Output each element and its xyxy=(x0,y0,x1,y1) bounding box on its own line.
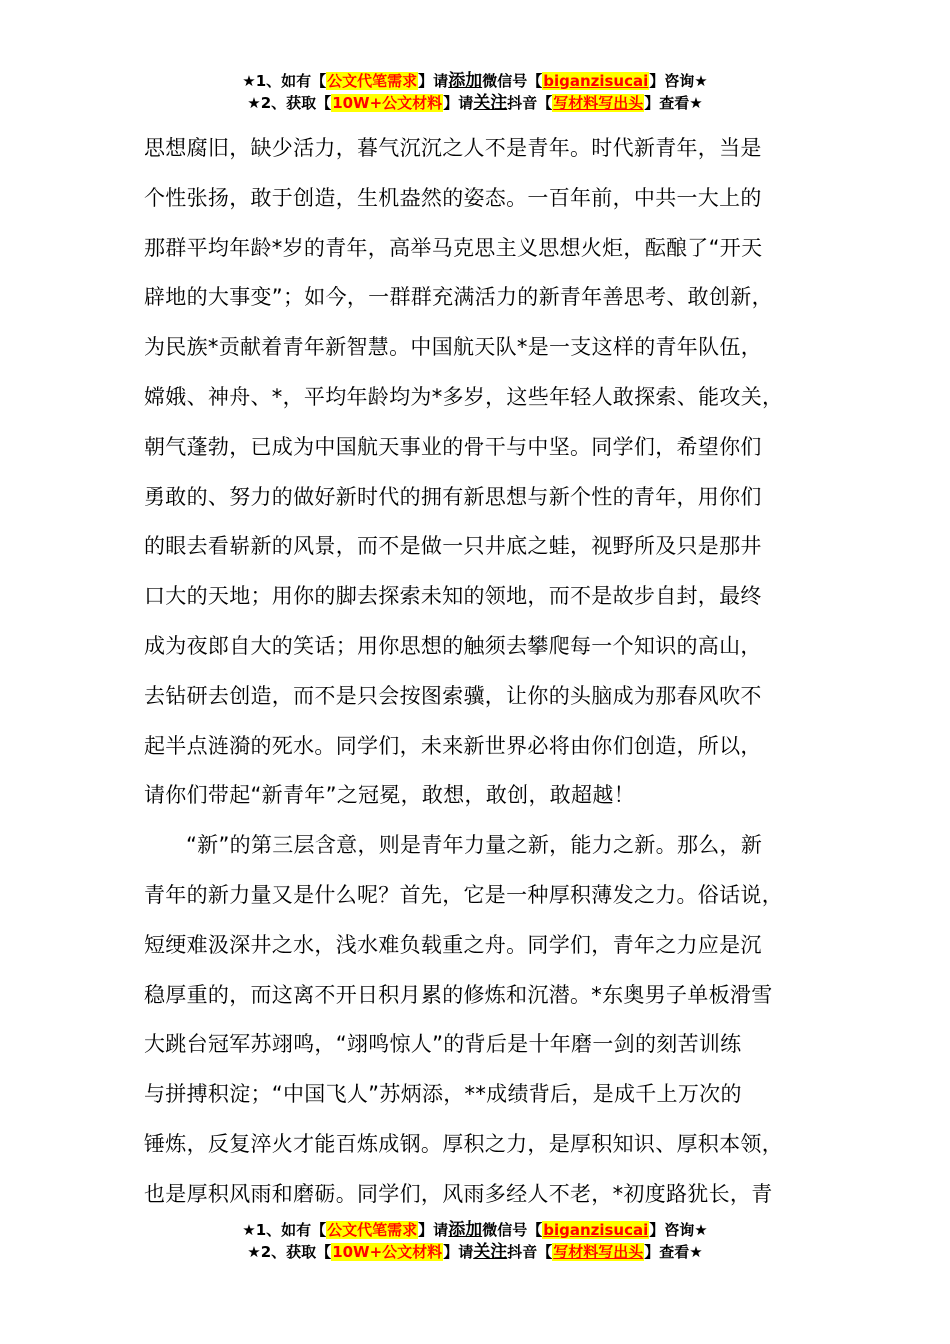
promo-line-2 xyxy=(0,1241,950,1263)
promo-emphasis: 关注 xyxy=(473,93,508,113)
text-line: 口大的天地；用你的脚去探索未知的领地，而不是故步自封，最终 xyxy=(144,584,762,609)
promo-text: 】咨询★ xyxy=(649,1221,708,1239)
promo-line-1 xyxy=(0,1219,950,1241)
paragraph-first-line: “新”的第三层含意，则是青年力量之新，能力之新。那么，新 xyxy=(186,833,763,858)
text-line: 嫦娥、神舟、*，平均年龄均为*多岁，这些年轻人敢探索、能攻关， xyxy=(144,384,784,409)
text-line: 成为夜郎自大的笑话；用你思想的触须去攀爬每一个知识的高山， xyxy=(144,633,762,658)
text-line: 与拼搏积淀；“中国飞人”苏炳添，**成绩背后，是成千上万次的 xyxy=(144,1082,742,1107)
text-line: 个性张扬，敢于创造，生机盎然的姿态。一百年前，中共一大上的 xyxy=(144,185,762,210)
promo-text: 微信号【 xyxy=(482,72,543,90)
promo-highlight: 公文代笔需求 xyxy=(327,1221,418,1239)
promo-text: 】请 xyxy=(443,1243,474,1261)
promo-banner-top xyxy=(0,70,950,114)
promo-text: 】请 xyxy=(418,1221,449,1239)
text-line: 思想腐旧，缺少活力，暮气沉沉之人不是青年。时代新青年，当是 xyxy=(144,136,762,160)
promo-text: 】查看★ xyxy=(644,94,703,112)
promo-text: 抖音【 xyxy=(507,1243,553,1261)
text-line: 稳厚重的，而这离不开日积月累的修炼和沉潜。*东奥男子单板滑雪 xyxy=(144,982,773,1007)
promo-emphasis: 关注 xyxy=(473,1242,508,1262)
text-line: 去钻研去创造，而不是只会按图索骥，让你的头脑成为那春风吹不 xyxy=(144,683,762,708)
text-line: 青年的新力量又是什么呢？首先，它是一种厚积薄发之力。俗话说， xyxy=(144,882,783,907)
document-body xyxy=(144,124,834,1220)
promo-text: 】查看★ xyxy=(644,1243,703,1261)
promo-text: ★1、如有【 xyxy=(242,1221,327,1239)
promo-text: 】请 xyxy=(443,94,474,112)
text-line: 大跳台冠军苏翊鸣，“翊鸣惊人”的背后是十年磨一剑的刻苦训练 xyxy=(144,1032,742,1057)
text-line: 起半点涟漪的死水。同学们，未来新世界必将由你们创造，所以， xyxy=(144,733,762,758)
promo-text: 】咨询★ xyxy=(649,72,708,90)
promo-highlight: 10W+公文材料 xyxy=(332,94,443,112)
wechat-id-link[interactable]: biganzisucai xyxy=(543,72,649,90)
douyin-account-link[interactable]: 写材料写出头 xyxy=(553,1243,644,1261)
promo-text: ★2、获取【 xyxy=(247,94,332,112)
douyin-account-link[interactable]: 写材料写出头 xyxy=(553,94,644,112)
promo-highlight: 10W+公文材料 xyxy=(332,1243,443,1261)
promo-text: ★2、获取【 xyxy=(247,1243,332,1261)
text-line: 的眼去看崭新的风景，而不是做一只井底之蛙，视野所及只是那井 xyxy=(144,534,762,559)
promo-text: 抖音【 xyxy=(507,94,553,112)
promo-text: ★1、如有【 xyxy=(242,72,327,90)
text-line: 短绠难汲深井之水，浅水难负载重之舟。同学们，青年之力应是沉 xyxy=(144,932,762,957)
text-line: 朝气蓬勃，已成为中国航天事业的骨干与中坚。同学们，希望你们 xyxy=(144,434,762,459)
text-line: 那群平均年龄*岁的青年，高举马克思主义思想火炬，酝酿了“开天 xyxy=(144,235,763,260)
promo-emphasis: 添加 xyxy=(448,71,483,91)
promo-highlight: 公文代笔需求 xyxy=(327,72,418,90)
text-line: 勇敢的、努力的做好新时代的拥有新思想与新个性的青年，用你们 xyxy=(144,484,762,509)
text-line: 辟地的大事变”；如今，一群群充满活力的新青年善思考、敢创新， xyxy=(144,285,773,310)
promo-line-2 xyxy=(0,92,950,114)
promo-line-1 xyxy=(0,70,950,92)
text-line: 也是厚积风雨和磨砺。同学们，风雨多经人不老，*初度路犹长，青 xyxy=(144,1181,773,1206)
text-line: 请你们带起“新青年”之冠冕，敢想，敢创，敢超越！ xyxy=(144,783,635,808)
text-line: 锤炼，反复淬火才能百炼成钢。厚积之力，是厚积知识、厚积本领， xyxy=(144,1131,783,1156)
wechat-id-link[interactable]: biganzisucai xyxy=(543,1221,649,1239)
promo-text: 微信号【 xyxy=(482,1221,543,1239)
text-line: 为民族*贡献着青年新智慧。中国航天队*是一支这样的青年队伍， xyxy=(144,335,762,360)
promo-emphasis: 添加 xyxy=(448,1220,483,1240)
promo-text: 】请 xyxy=(418,72,449,90)
promo-banner-bottom xyxy=(0,1219,950,1263)
